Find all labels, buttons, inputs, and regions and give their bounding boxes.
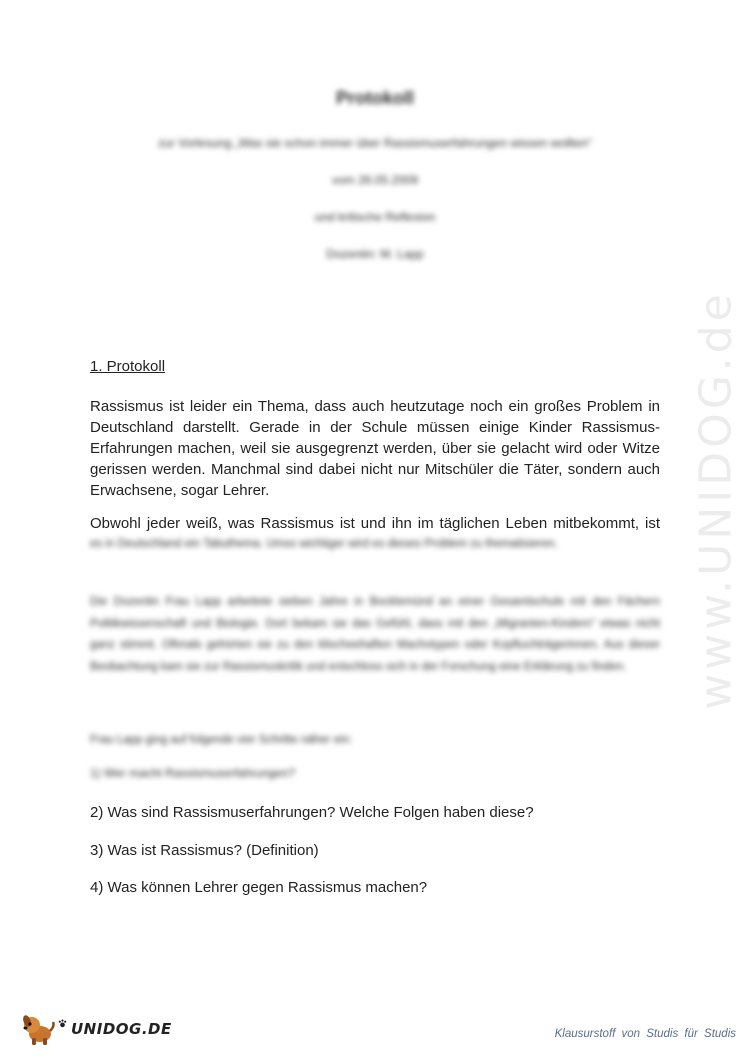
lecture-subtitle: zur Vorlesung „Was sie schon immer über Rassismuserfahrungen wissen wollten“	[158, 136, 592, 150]
section-heading: 1. Protokoll	[90, 358, 166, 375]
paragraph-intro: Rassismus ist leider ein Thema, dass auch heutzutage noch ein großes Problem in Deutschland darstellt. Gerade in der Schule müssen einige Kinder Rassismus-Erfahrungen machen, weil sie ausgegrenzt werden, über sie gelacht wird oder Witze gerissen werden. Manchmal sind dabei nicht nur Mitschüler die Täter, sondern auch Erwachsene, sogar Lehrer.	[90, 398, 660, 499]
paragraph-taboo-visible: Obwohl jeder weiß, was Rassismus ist und ihn im täglichen Leben mitbekommt, ist	[90, 515, 660, 532]
list-item: 2) Was sind Rassismuserfahrungen? Welche Folgen haben diese?	[90, 804, 534, 821]
reflection-note: und kritische Reflexion	[314, 210, 436, 224]
paw-icon	[58, 1019, 67, 1028]
paragraph-steps: Frau Lapp ging auf folgende vier Schritte näher ein:	[90, 734, 353, 746]
footer-slogan: Klausurstoff von Studis für Studis	[554, 1028, 736, 1040]
logo-text: UNIDOG.DE	[71, 1020, 172, 1038]
paragraph-taboo-blurred: es in Deutschland ein Tabuthema. Umso wichtiger wird es dieses Problem zu thematisieren.	[90, 538, 558, 550]
list-item: 4) Was können Lehrer gegen Rassismus machen?	[90, 879, 428, 896]
page-title: Protokoll	[335, 88, 414, 108]
paragraph-lecturer: Die Dozentin Frau Lapp arbeitete sieben Jahre in Bocklemünd an einer Gesamtschule mit den Fächern Politikwissenschaft und Biologie. Dort bekam sie das Gefühl, dass mit den „Migranten-Kindern“ etwas nicht ganz stimmt. Oftmals gehörten sie zu den klischeehaften Machotypen oder Kopftuchträgerinnen. Aus dieser Beobachtung kam sie zur Rassismuskritik und entschloss sich in der Forschung eine Erklärung zu finden.	[90, 596, 660, 673]
list-item: 3) Was ist Rassismus? (Definition)	[90, 842, 319, 859]
dog-icon	[22, 1012, 56, 1046]
watermark: www.UNIDOG.de	[690, 290, 742, 710]
lecturer-name: Dozentin: M. Lapp	[326, 247, 424, 261]
paragraph-taboo	[90, 513, 660, 556]
unidog-logo	[22, 1012, 172, 1046]
list-item: 1) Wer macht Rassismuserfahrungen?	[90, 766, 296, 780]
lecture-date: vom 26.05.2009	[331, 173, 419, 187]
